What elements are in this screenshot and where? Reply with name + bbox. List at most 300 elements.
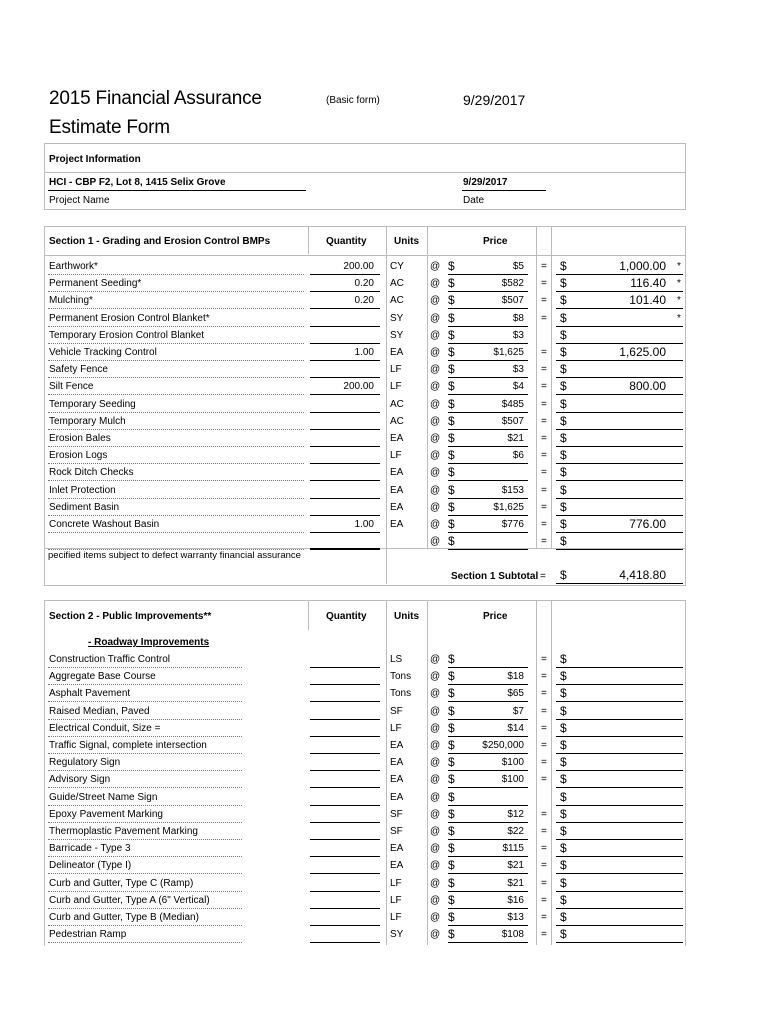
unit-price: $582 [501, 278, 524, 290]
price-dollar: $ [448, 465, 455, 480]
total-dollar: $ [560, 755, 567, 770]
at-sign: @ [430, 774, 441, 786]
at-sign: @ [430, 912, 441, 923]
unit: Tons [390, 688, 412, 700]
section1-row [0, 378, 770, 395]
price-dollar: $ [448, 720, 455, 735]
unit-price: $3 [512, 329, 524, 341]
section2-row [0, 840, 770, 857]
total-dollar: $ [560, 720, 567, 735]
unit: LF [390, 877, 402, 889]
unit-price: $100 [501, 774, 524, 786]
at-sign: @ [430, 705, 441, 717]
total-dollar: $ [560, 379, 567, 394]
section1-row [0, 396, 770, 413]
underline [310, 942, 380, 943]
price-dollar: $ [448, 789, 455, 804]
total-dollar: $ [560, 841, 567, 856]
section1-row [0, 327, 770, 344]
equals-sign: = [541, 688, 547, 700]
item-name: Pedestrian Ramp [49, 929, 127, 941]
unit: AC [390, 398, 404, 410]
section1-col-units: Units [394, 236, 419, 247]
price-dollar: $ [448, 927, 455, 942]
price-dollar: $ [448, 669, 455, 684]
section1-row [0, 344, 770, 361]
item-name: Concrete Washout Basin [49, 519, 160, 530]
price-dollar: $ [448, 379, 455, 394]
unit: LF [390, 912, 402, 923]
total-dollar: $ [560, 892, 567, 907]
quantity-field[interactable]: 200.00 [343, 261, 374, 272]
section1-subtotal-eq: = [540, 571, 546, 582]
section1-row [0, 430, 770, 447]
item-name: Sediment Basin [49, 501, 120, 513]
section1-row [0, 275, 770, 292]
unit-price: $6 [512, 450, 524, 462]
unit: EA [390, 433, 404, 444]
at-sign: @ [430, 843, 441, 855]
equals-sign: = [541, 929, 547, 941]
price-dollar: $ [448, 841, 455, 856]
equals-sign: = [541, 860, 547, 872]
item-name: Curb and Gutter, Type C (Ramp) [49, 877, 194, 889]
project-name-label: Project Name [49, 195, 110, 206]
project-name-value[interactable]: HCI - CBP F2, Lot 8, 1415 Selix Grove [49, 177, 226, 188]
equals-sign: = [541, 398, 547, 410]
section1-row [0, 310, 770, 327]
unit-price: $507 [501, 415, 524, 427]
quantity-field[interactable]: 0.20 [354, 295, 374, 307]
price-dollar: $ [448, 517, 455, 531]
unit-price: $507 [501, 295, 524, 307]
at-sign: @ [430, 329, 441, 341]
at-sign: @ [430, 364, 441, 376]
header-date: 9/29/2017 [463, 92, 526, 108]
price-dollar: $ [448, 755, 455, 770]
unit: EA [390, 501, 404, 513]
price-dollar: $ [448, 806, 455, 821]
total-dollar: $ [560, 669, 567, 684]
section2-row [0, 789, 770, 806]
item-name: Silt Fence [49, 381, 94, 393]
unit-price: $1,625 [493, 347, 524, 358]
equals-sign: = [541, 433, 547, 444]
unit: AC [390, 295, 404, 307]
total-dollar: $ [560, 824, 567, 838]
unit: EA [390, 843, 404, 855]
unit-price: $5 [512, 261, 524, 272]
at-sign: @ [430, 381, 441, 393]
warranty-note: pecified items subject to defect warranty financial assurance [48, 550, 301, 561]
unit: EA [390, 519, 404, 530]
underline [556, 549, 683, 550]
item-name: Permanent Seeding* [49, 278, 142, 290]
underline [448, 942, 528, 943]
equals-sign: = [541, 261, 547, 272]
item-name: Permanent Erosion Control Blanket* [49, 312, 210, 324]
at-sign: @ [430, 347, 441, 358]
unit-price: $108 [501, 929, 524, 941]
total-dollar: $ [560, 652, 567, 666]
price-dollar: $ [448, 824, 455, 838]
total-dollar: $ [560, 875, 567, 890]
item-name: Safety Fence [49, 364, 108, 376]
unit: EA [390, 467, 404, 479]
price-dollar: $ [448, 345, 455, 359]
total-dollar: $ [560, 703, 567, 718]
unit: EA [390, 757, 404, 769]
equals-sign: = [541, 295, 547, 307]
equals-sign: = [541, 312, 547, 324]
item-name: Vehicle Tracking Control [49, 347, 157, 358]
price-dollar: $ [448, 448, 455, 463]
line-total: 800.00 [629, 379, 666, 394]
section2-row [0, 668, 770, 685]
unit-price: $14 [507, 722, 524, 734]
unit-price: $153 [501, 484, 524, 496]
project-date-value[interactable]: 9/29/2017 [463, 177, 508, 188]
unit: LS [390, 654, 403, 665]
at-sign: @ [430, 295, 441, 307]
unit-price: $3 [512, 364, 524, 376]
at-sign: @ [430, 671, 441, 683]
total-dollar: $ [560, 534, 567, 549]
section1-subtotal-dollar: $ [560, 568, 567, 582]
price-dollar: $ [448, 293, 455, 308]
section1-row [0, 413, 770, 430]
at-sign: @ [430, 929, 441, 941]
section2-title: Section 2 - Public Improvements** [49, 611, 212, 622]
section1-col-quantity: Quantity [326, 236, 367, 247]
warranty-star: * [677, 278, 681, 290]
roadway-improvements-heading: - Roadway Improvements [88, 637, 210, 648]
at-sign: @ [430, 722, 441, 734]
unit: EA [390, 774, 404, 786]
at-sign: @ [430, 808, 441, 820]
price-dollar: $ [448, 362, 455, 377]
total-dollar: $ [560, 686, 567, 701]
total-dollar: $ [560, 259, 567, 273]
price-dollar: $ [448, 431, 455, 445]
item-name: Erosion Logs [49, 450, 108, 462]
section2-row [0, 926, 770, 943]
equals-sign: = [541, 808, 547, 820]
line-total: 776.00 [629, 517, 666, 531]
total-dollar: $ [560, 858, 567, 873]
section2-row [0, 909, 770, 926]
section1-subtotal-label: Section 1 Subtotal [451, 571, 539, 582]
price-dollar: $ [448, 259, 455, 273]
section2-row [0, 703, 770, 720]
section1-row [0, 361, 770, 378]
item-name: Epoxy Pavement Marking [49, 808, 163, 820]
quantity-field[interactable]: 200.00 [343, 381, 374, 393]
at-sign: @ [430, 433, 441, 444]
line-total: 101.40 [629, 293, 666, 308]
total-dollar: $ [560, 431, 567, 445]
price-dollar: $ [448, 738, 455, 752]
underline [48, 942, 242, 943]
section2-row [0, 737, 770, 754]
unit: AC [390, 278, 404, 290]
line-total: 116.40 [630, 276, 666, 291]
at-sign: @ [430, 688, 441, 700]
total-dollar: $ [560, 327, 567, 342]
total-dollar: $ [560, 448, 567, 463]
item-name: Temporary Mulch [49, 415, 126, 427]
equals-sign: = [541, 278, 547, 290]
section2-col-units: Units [394, 611, 419, 622]
section1-row [0, 292, 770, 309]
quantity-field[interactable]: 1.00 [354, 519, 374, 530]
section2-row [0, 823, 770, 840]
warranty-star: * [677, 261, 681, 272]
item-name: Curb and Gutter, Type B (Median) [49, 912, 199, 923]
price-dollar: $ [448, 652, 455, 666]
unit-price: $16 [507, 894, 524, 906]
total-dollar: $ [560, 499, 567, 514]
item-name: Advisory Sign [49, 774, 111, 786]
underline [556, 942, 683, 943]
equals-sign: = [541, 877, 547, 889]
section2-col-quantity: Quantity [326, 611, 367, 622]
price-dollar: $ [448, 534, 455, 549]
item-name: Construction Traffic Control [49, 654, 170, 665]
line-total: 1,625.00 [619, 345, 666, 359]
unit: EA [390, 791, 404, 803]
equals-sign: = [541, 450, 547, 462]
at-sign: @ [430, 519, 441, 530]
price-dollar: $ [448, 858, 455, 873]
equals-sign: = [541, 912, 547, 923]
unit: Tons [390, 671, 412, 683]
unit: LF [390, 450, 402, 462]
section2-row [0, 892, 770, 909]
item-name: Raised Median, Paved [49, 705, 150, 717]
section2-row [0, 875, 770, 892]
at-sign: @ [430, 654, 441, 665]
section1-row [0, 258, 770, 275]
unit-price: $485 [501, 398, 524, 410]
item-name: Traffic Signal, complete intersection [49, 740, 207, 751]
section1-row [0, 499, 770, 516]
price-dollar: $ [448, 875, 455, 890]
price-dollar: $ [448, 686, 455, 701]
equals-sign: = [541, 671, 547, 683]
price-dollar: $ [448, 310, 455, 325]
at-sign: @ [430, 740, 441, 751]
form-title-line1: 2015 Financial Assurance [49, 88, 262, 109]
section2-row [0, 720, 770, 737]
unit: LF [390, 722, 402, 734]
price-dollar: $ [448, 276, 455, 291]
at-sign: @ [430, 757, 441, 769]
equals-sign: = [541, 826, 547, 837]
unit: SF [390, 808, 403, 820]
project-info-heading: Project Information [49, 154, 141, 165]
equals-sign: = [541, 722, 547, 734]
section2-row [0, 806, 770, 823]
section2-row [0, 754, 770, 771]
at-sign: @ [430, 501, 441, 513]
item-name: Inlet Protection [49, 484, 116, 496]
form-title-line2: Estimate Form [49, 117, 170, 138]
equals-sign: = [541, 347, 547, 358]
at-sign: @ [430, 877, 441, 889]
price-dollar: $ [448, 910, 455, 924]
unit-price: $21 [507, 877, 524, 889]
at-sign: @ [430, 791, 441, 803]
item-name: Erosion Bales [49, 433, 111, 444]
price-dollar: $ [448, 327, 455, 342]
item-name: Guide/Street Name Sign [49, 791, 158, 803]
section2-row [0, 771, 770, 788]
unit: LF [390, 381, 402, 393]
price-dollar: $ [448, 396, 455, 411]
warranty-star: * [677, 295, 681, 307]
at-sign: @ [430, 826, 441, 837]
total-dollar: $ [560, 482, 567, 497]
section2-row [0, 685, 770, 702]
equals-sign: = [541, 757, 547, 769]
form-type-label: (Basic form) [326, 95, 380, 106]
unit: SY [390, 929, 404, 941]
at-sign: @ [430, 467, 441, 479]
at-sign: @ [430, 312, 441, 324]
unit-price: $22 [507, 826, 524, 837]
section2-row [0, 651, 770, 668]
total-dollar: $ [560, 738, 567, 752]
total-dollar: $ [560, 806, 567, 821]
equals-sign: = [541, 484, 547, 496]
unit: AC [390, 415, 404, 427]
total-dollar: $ [560, 910, 567, 924]
section2-row [0, 857, 770, 874]
unit: SF [390, 705, 403, 717]
price-dollar: $ [448, 499, 455, 514]
item-name: Rock Ditch Checks [49, 467, 134, 479]
underline [310, 549, 380, 550]
unit-price: $776 [501, 519, 524, 530]
line-total: 1,000.00 [619, 259, 666, 273]
section1-row [0, 533, 770, 550]
warranty-star: * [677, 312, 681, 324]
item-name: Barricade - Type 3 [49, 843, 131, 855]
section1-row [0, 516, 770, 533]
section1-row [0, 447, 770, 464]
item-name: Temporary Seeding [49, 398, 136, 410]
section1-row [0, 464, 770, 481]
unit-price: $250,000 [482, 740, 524, 751]
total-dollar: $ [560, 276, 567, 291]
unit: EA [390, 484, 404, 496]
at-sign: @ [430, 261, 441, 272]
unit: SY [390, 329, 404, 341]
unit: SY [390, 312, 404, 324]
total-dollar: $ [560, 345, 567, 359]
price-dollar: $ [448, 703, 455, 718]
equals-sign: = [541, 364, 547, 376]
at-sign: @ [430, 860, 441, 872]
total-dollar: $ [560, 465, 567, 480]
total-dollar: $ [560, 362, 567, 377]
price-dollar: $ [448, 482, 455, 497]
unit-price: $18 [507, 671, 524, 683]
unit-price: $65 [507, 688, 524, 700]
unit-price: $13 [507, 912, 524, 923]
quantity-field[interactable]: 0.20 [354, 278, 374, 290]
equals-sign: = [541, 774, 547, 786]
total-dollar: $ [560, 293, 567, 308]
item-name: Earthwork* [49, 261, 98, 272]
equals-sign: = [541, 519, 547, 530]
unit: EA [390, 347, 404, 358]
equals-sign: = [541, 894, 547, 906]
at-sign: @ [430, 415, 441, 427]
item-name: Electrical Conduit, Size = [49, 722, 161, 734]
section1-title: Section 1 - Grading and Erosion Control BMPs [49, 236, 271, 247]
total-dollar: $ [560, 310, 567, 325]
total-dollar: $ [560, 413, 567, 428]
item-name: Aggregate Base Course [49, 671, 156, 683]
unit: EA [390, 740, 404, 751]
price-dollar: $ [448, 892, 455, 907]
quantity-field[interactable]: 1.00 [354, 347, 374, 358]
at-sign: @ [430, 484, 441, 496]
price-dollar: $ [448, 413, 455, 428]
equals-sign: = [541, 705, 547, 717]
equals-sign: = [541, 740, 547, 751]
equals-sign: = [541, 501, 547, 513]
total-dollar: $ [560, 772, 567, 787]
section1-row [0, 482, 770, 499]
section1-col-price: Price [483, 236, 508, 247]
total-dollar: $ [560, 396, 567, 411]
item-name: Temporary Erosion Control Blanket [49, 329, 205, 341]
equals-sign: = [541, 467, 547, 479]
unit: LF [390, 894, 402, 906]
underline [448, 549, 528, 550]
at-sign: @ [430, 894, 441, 906]
unit-price: $8 [512, 312, 524, 324]
unit: SF [390, 826, 403, 837]
unit-price: $21 [507, 433, 524, 444]
unit-price: $4 [512, 381, 524, 393]
item-name: Curb and Gutter, Type A (6" Vertical) [49, 894, 210, 906]
at-sign: @ [430, 536, 441, 548]
project-date-label: Date [463, 195, 485, 206]
item-name: Regulatory Sign [49, 757, 121, 769]
at-sign: @ [430, 278, 441, 290]
at-sign: @ [430, 450, 441, 462]
item-name: Asphalt Pavement [49, 688, 131, 700]
unit: CY [390, 261, 404, 272]
equals-sign: = [541, 654, 547, 665]
unit: EA [390, 860, 404, 872]
item-name: Mulching* [49, 295, 93, 307]
unit-price: $12 [507, 808, 524, 820]
total-dollar: $ [560, 517, 567, 531]
unit-price: $7 [512, 705, 524, 717]
item-name: Thermoplastic Pavement Marking [49, 826, 198, 837]
item-name: Delineator (Type I) [49, 860, 132, 872]
unit: LF [390, 364, 402, 376]
unit-price: $100 [501, 757, 524, 769]
unit-price: $115 [502, 843, 524, 855]
unit-price: $1,625 [493, 501, 524, 513]
equals-sign: = [541, 381, 547, 393]
